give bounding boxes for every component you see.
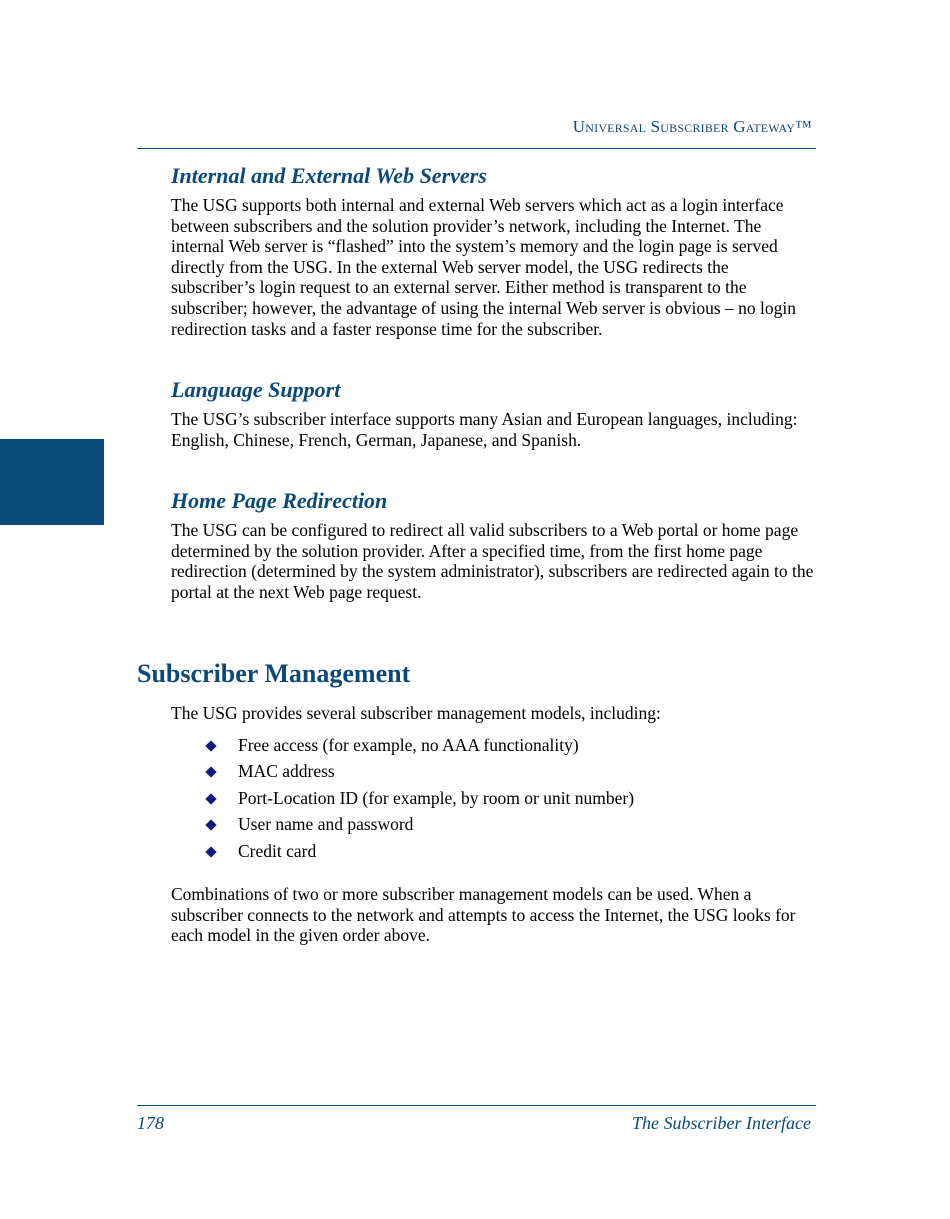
list-item: [205, 760, 634, 786]
section-paragraph: The USG can be configured to redirect all valid subscribers to a Web portal or home page determined by the solution provider. After a specified time, from the first home page redirection (determined by the system administrator), subscribers are redirected again to the portal at the next Web page request.: [171, 520, 814, 602]
section-paragraph: The USG’s subscriber interface supports many Asian and European languages, including: English, Chinese, French, German, Japanese, and Spanish.: [171, 409, 798, 450]
diamond-bullet-icon: [205, 846, 216, 857]
section-home-page-redirection: [171, 488, 816, 602]
page-number: 178: [137, 1113, 164, 1133]
list-item-label: MAC address: [238, 761, 335, 782]
diamond-bullet-icon: [205, 767, 216, 778]
subscriber-management-intro: [171, 703, 816, 724]
diamond-bullet-icon: [205, 740, 216, 751]
running-header: Universal Subscriber Gateway™: [572, 117, 812, 136]
list-item-label: User name and password: [238, 814, 414, 835]
section-web-servers: [171, 163, 816, 339]
list-item: [205, 734, 634, 760]
subscriber-management-closing: [171, 884, 816, 946]
list-item: [205, 840, 634, 866]
section-heading: Home Page Redirection: [171, 488, 388, 513]
closing-paragraph: Combinations of two or more subscriber management models can be used. When a subscriber connects to the network and attempts to access the Internet, the USG looks for each model in the given order above.: [171, 884, 796, 946]
chapter-side-tab: [0, 439, 104, 525]
section-heading: Internal and External Web Servers: [171, 163, 487, 188]
list-item-label: Port-Location ID (for example, by room or unit number): [238, 787, 635, 808]
header-rule: [137, 148, 816, 149]
management-model-list: [205, 734, 634, 866]
footer-rule: [137, 1105, 816, 1106]
list-item: [205, 813, 634, 839]
chapter-title: The Subscriber Interface: [632, 1113, 811, 1133]
diamond-bullet-icon: [205, 793, 216, 804]
list-item: [205, 787, 634, 813]
section-heading: Language Support: [171, 377, 341, 402]
intro-paragraph: The USG provides several subscriber management models, including:: [171, 703, 661, 723]
list-item-label: Credit card: [238, 840, 317, 861]
main-heading-subscriber-management: Subscriber Management: [137, 659, 411, 688]
diamond-bullet-icon: [205, 820, 216, 831]
list-item-label: Free access (for example, no AAA functionality): [238, 735, 579, 755]
section-language-support: [171, 377, 816, 450]
section-paragraph: The USG supports both internal and external Web servers which act as a login interface between subscribers and the solution provider’s network, including the Internet. The internal Web server is “flashed” into the system’s memory and the login page is served directly from the USG. In the external Web server model, the USG redirects the subscriber’s login request to an external server. Either method is transparent to the subscriber; however, the advantage of using the internal Web server is obvious – no login redirection tasks and a faster response time for the subscriber.: [171, 195, 796, 339]
